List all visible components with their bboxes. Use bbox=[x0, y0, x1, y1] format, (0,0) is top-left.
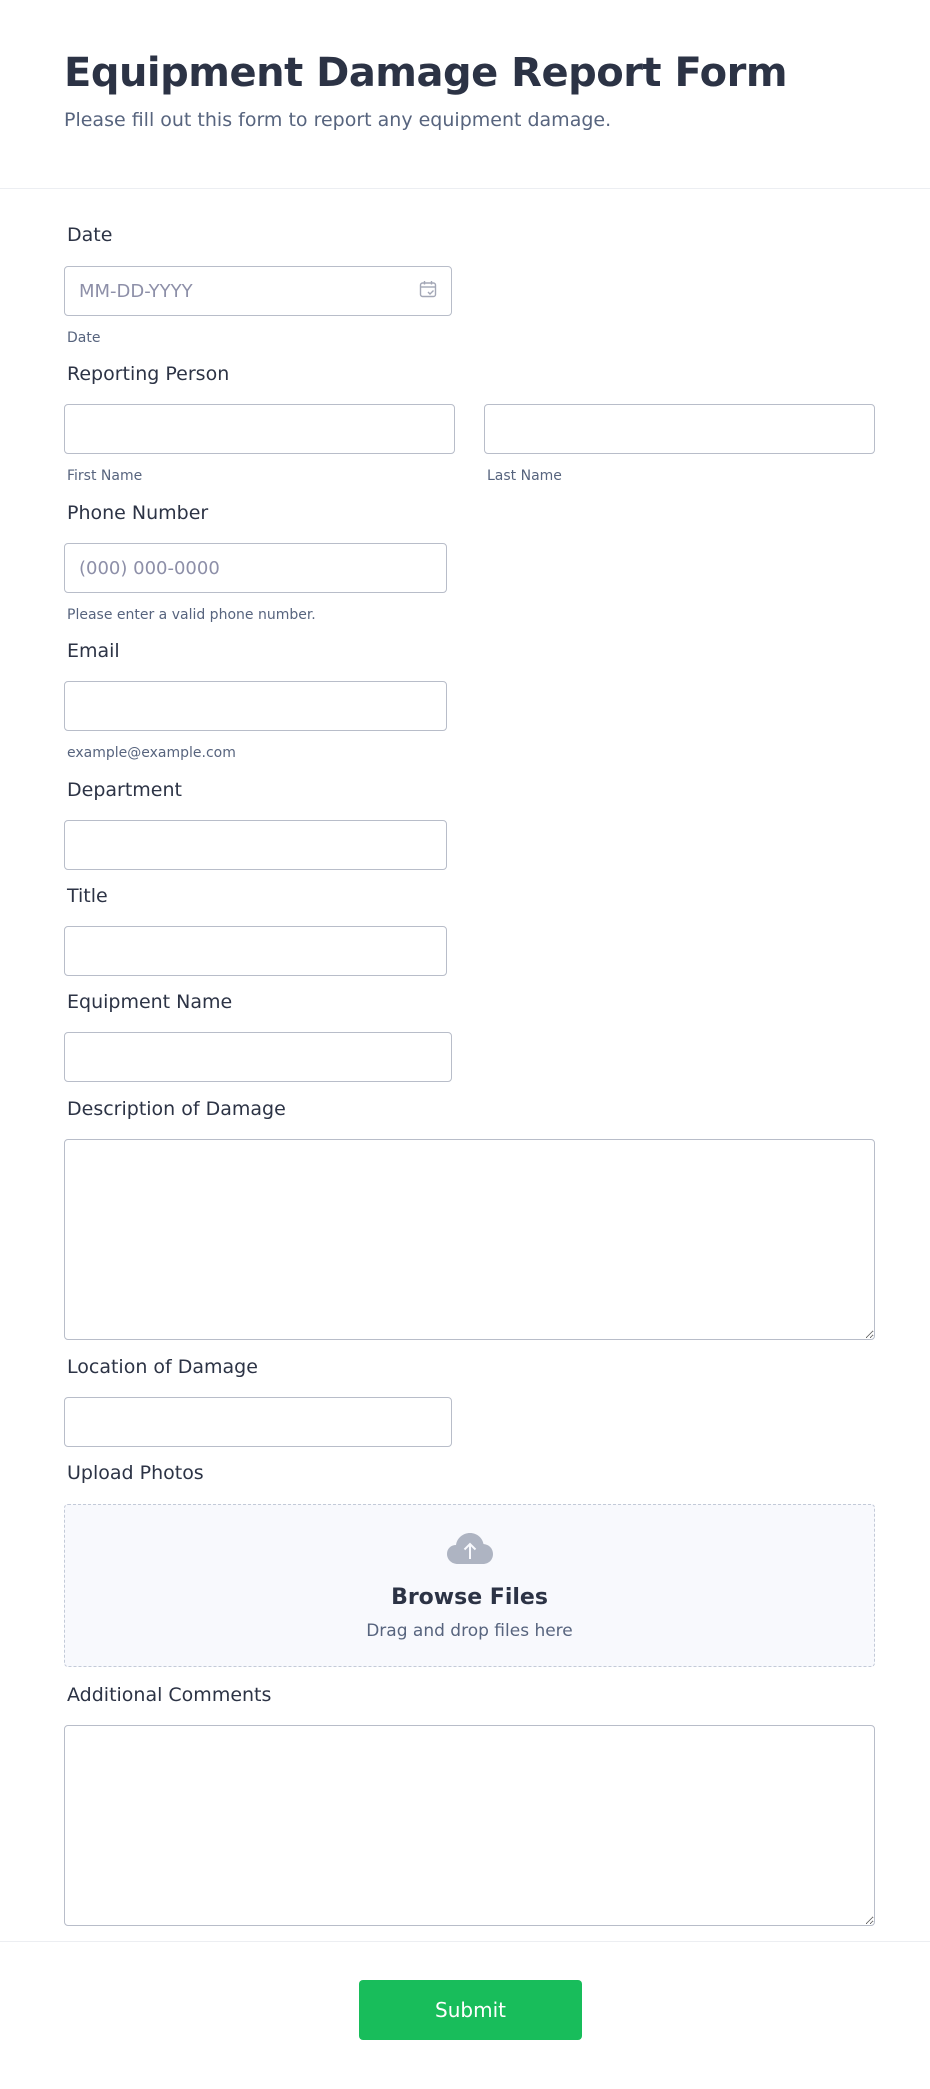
email-label: Email bbox=[67, 640, 120, 662]
phone-sublabel: Please enter a valid phone number. bbox=[67, 607, 316, 623]
location-input[interactable] bbox=[64, 1397, 452, 1447]
phone-input[interactable] bbox=[64, 543, 447, 593]
department-label: Department bbox=[67, 779, 182, 801]
calendar-icon[interactable] bbox=[419, 280, 437, 298]
date-label: Date bbox=[67, 224, 113, 246]
description-textarea[interactable] bbox=[64, 1139, 875, 1340]
comments-label: Additional Comments bbox=[67, 1684, 272, 1706]
equipment-name-input[interactable] bbox=[64, 1032, 452, 1082]
reporting-person-label: Reporting Person bbox=[67, 363, 230, 385]
title-label: Title bbox=[67, 885, 108, 907]
date-sublabel: Date bbox=[67, 330, 101, 346]
department-input[interactable] bbox=[64, 820, 447, 870]
drag-drop-hint: Drag and drop files here bbox=[366, 1621, 573, 1641]
description-label: Description of Damage bbox=[67, 1098, 286, 1120]
last-name-sublabel: Last Name bbox=[487, 468, 562, 484]
file-upload-dropzone[interactable] bbox=[64, 1504, 875, 1667]
email-input[interactable] bbox=[64, 681, 447, 731]
cloud-upload-icon bbox=[446, 1531, 494, 1565]
form-header bbox=[0, 0, 930, 189]
form-footer bbox=[0, 1941, 930, 2089]
title-input[interactable] bbox=[64, 926, 447, 976]
email-sublabel: example@example.com bbox=[67, 745, 236, 761]
location-label: Location of Damage bbox=[67, 1356, 258, 1378]
page-subtitle: Please fill out this form to report any equipment damage. bbox=[64, 109, 612, 131]
page-title: Equipment Damage Report Form bbox=[64, 50, 788, 96]
date-input[interactable] bbox=[64, 266, 452, 316]
equipment-name-label: Equipment Name bbox=[67, 991, 233, 1013]
first-name-sublabel: First Name bbox=[67, 468, 143, 484]
browse-files-text[interactable]: Browse Files bbox=[391, 1585, 548, 1610]
phone-label: Phone Number bbox=[67, 502, 209, 524]
first-name-input[interactable] bbox=[64, 404, 455, 454]
submit-button[interactable]: Submit bbox=[359, 1980, 582, 2040]
comments-textarea[interactable] bbox=[64, 1725, 875, 1926]
last-name-input[interactable] bbox=[484, 404, 875, 454]
upload-label: Upload Photos bbox=[67, 1462, 204, 1484]
